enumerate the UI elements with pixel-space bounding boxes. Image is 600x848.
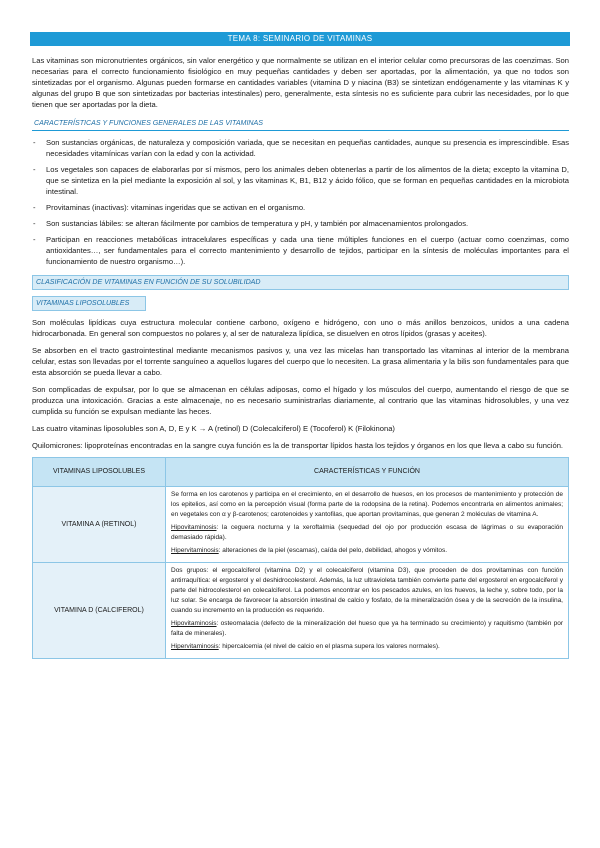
hipovitaminosis-label: Hipovitaminosis [171, 524, 217, 531]
list-item: - Son sustancias lábiles: se alteran fácilmente por cambios de temperatura y pH, y también por almacenamientos prolongados. [33, 219, 469, 228]
section-heading-caracteristicas: CARACTERÍSTICAS Y FUNCIONES GENERALES DE LAS VITAMINAS [32, 118, 569, 131]
hipervitaminosis-text: : alteraciones de la piel (escamas), caída del pelo, debilidad, ahogos y vómitos. [218, 547, 448, 554]
list-item: - Provitaminas (inactivas): vitaminas ingeridas que se activan en el organismo. [33, 203, 306, 212]
hipovitaminosis-label: Hipovitaminosis [171, 620, 217, 627]
table-header-function: CARACTERÍSTICAS Y FUNCIÓN [166, 458, 569, 487]
intro-paragraph: Las vitaminas son micronutrientes orgánicos, sin valor energético y que normalmente se utilizan en el interior celular como precursoras de las coenzimas. Son necesarias para el correcto funcionamiento fisiológico en muy pequeñas cantidades y deben ser aportadas, por la alimentación, ya que no todos son sintetizadas por el organismo. Algunas pueden formarse en cantidades variables (vitamina D y niacina (B3) se sintetizan endógenamente y las vitaminas K y algunas del grupo B que son sintetizadas por bacterias intestinales) pero, generalmente, esta síntesis no es suficiente para cubrir las necesidades, por lo que tienen que ser aportadas por la dieta. [32, 56, 569, 109]
list-item: - Los vegetales son capaces de elaborarlas por sí mismos, pero los animales deben obtenerlas a partir de los alimentos de la dieta; excepto la vitamina D, que se sintetiza en la piel mediante la exposición al sol, y las vitaminas K, B1, B12 y ácido fólico, que se forman en pequeñas cantidades en la microbiota intestinal. [33, 165, 569, 196]
dash-bullet: - [33, 235, 36, 244]
hipervitaminosis-label: Hipervitaminosis [171, 643, 219, 650]
liposolubles-paragraph: Son moléculas lipídicas cuya estructura molecular contiene carbono, oxígeno e hidrógeno, con uno o más anillos benzoicos, unidos a una cadena hidrocarbonada. En general son compuestos no polares y, al ser de naturaleza lipídica, se disuelven en otros lípidos (grasas y aceites). [32, 318, 569, 338]
vitamin-name-cell: VITAMINA D (CALCIFEROL) [33, 563, 166, 659]
table-row [33, 487, 569, 563]
liposolubles-paragraph: Quilomicrones: lipoproteínas encontradas en la sangre cuya función es la de transportar lípidos hasta los tejidos y órganos en los que lleva a cabo su función. [32, 441, 564, 450]
dash-bullet: - [33, 203, 36, 212]
vitamin-description-cell [166, 563, 569, 659]
hipervitaminosis-label: Hipervitaminosis [171, 547, 219, 554]
vitamin-description-cell [166, 487, 569, 563]
dash-bullet: - [33, 219, 36, 228]
vitamins-table [32, 457, 569, 659]
table-header-vitamin: VITAMINAS LIPOSOLUBLES [33, 458, 166, 487]
dash-bullet: - [33, 138, 36, 147]
hipervitaminosis-line [171, 642, 563, 652]
document-body [32, 55, 569, 659]
characteristics-list [32, 137, 569, 267]
hipervitaminosis-text: : hipercalcemia (el nivel de calcio en el plasma supera los valores normales). [218, 643, 440, 650]
section-heading-clasificacion: CLASIFICACIÓN DE VITAMINAS EN FUNCIÓN DE SU SOLUBILIDAD [32, 275, 569, 290]
hipovitaminosis-line [171, 619, 563, 639]
hipovitaminosis-text: : osteomalacia (defecto de la mineralización del hueso que ya ha terminado su crecimiento) y raquitismo (también por falta de minerales). [171, 620, 563, 637]
vitamin-description: Se forma en los carotenos y participa en el crecimiento, en el desarrollo de huesos, en los procesos de mantenimiento y protección de los epitelios, así como en la percepción visual (forma parte de la rodopsina de la retina). Podemos encontrarla en alimentos animales; en vegetales con α y β-carotenos; carotenoides y xantofilas, que aportan provitaminas, que generan 2 moléculas de vitamina A. [171, 491, 563, 518]
vitamin-name-cell: VITAMINA A (RETINOL) [33, 487, 166, 563]
table-header-row [33, 458, 569, 487]
hipovitaminosis-line [171, 523, 563, 543]
dash-bullet: - [33, 165, 36, 174]
hipovitaminosis-text: : la ceguera nocturna y la xeroftalmia (sequedad del ojo por producción escasa de lágrimas o su evaporación demasiado rápida). [171, 524, 563, 541]
list-item: - Son sustancias orgánicas, de naturaleza y composición variada, que se necesitan en pequeñas cantidades, aunque su presencia es imprescindible. Esas necesidades vitamínicas varían con la edad y con la actividad. [33, 138, 569, 158]
list-item: - Participan en reacciones metabólicas intracelulares específicas y cada una tiene múltiples funciones en el cuerpo (actuar como coenzimas, como antioxidantes…, ser fundamentales para el correcto mantenimiento y desarrollo de tejidos, participar en la síntesis de moléculas importantes para el funcionamiento de nuestro organismo…). [33, 235, 569, 266]
page-title: TEMA 8: SEMINARIO DE VITAMINAS [30, 32, 570, 46]
liposolubles-paragraph: Las cuatro vitaminas liposolubles son A, D, E y K → A (retinol) D (Colecalciferol) E (Tocoferol) K (Filokinona) [32, 424, 395, 433]
liposolubles-paragraph: Son complicadas de expulsar, por lo que se almacenan en células adiposas, como el hígado y los músculos del cuerpo, aumentando el riesgo de que se produzca una intoxicación. Gracias a este almacenaje, no es necesario suministrarlas diariamente, al contrario que las vitaminas hidrosolubles, y una vez cumplida su función se expulsan mediante las heces. [32, 385, 569, 416]
liposolubles-paragraph: Se absorben en el tracto gastrointestinal mediante mecanismos pasivos y, una vez las micelas han transportado las vitaminas al interior de la membrana celular, estas son llevadas por el torrente sanguíneo a aquellos lugares del cuerpo que lo necesiten. La grasa alimentaria y la bilis son fundamentales para que esta absorción se pueda llevar a cabo. [32, 346, 569, 377]
table-row [33, 563, 569, 659]
subsection-heading-liposolubles: VITAMINAS LIPOSOLUBLES [32, 296, 146, 311]
vitamin-description: Dos grupos: el ergocalciferol (vitamina D2) y el colecalciferol (vitamina D3), que proceden de dos provitaminas con función antirraquítica: el ergosterol y el deshidrocolesterol. Además, la luz ultravioleta también convierte parte del ergosterol en ergocalciferol y parte del hidrocolesterol en colecalciferol. La podemos encontrar en los pescados azules, en los huevos, la leche y, sobre todo, por la luz solar. Se encarga de favorecer la absorción intestinal de calcio y fosfato, de la mineralización ósea y de la secreción de la insulina, cuando su incremento en la producción es requerido. [171, 567, 563, 614]
hipervitaminosis-line [171, 546, 563, 556]
